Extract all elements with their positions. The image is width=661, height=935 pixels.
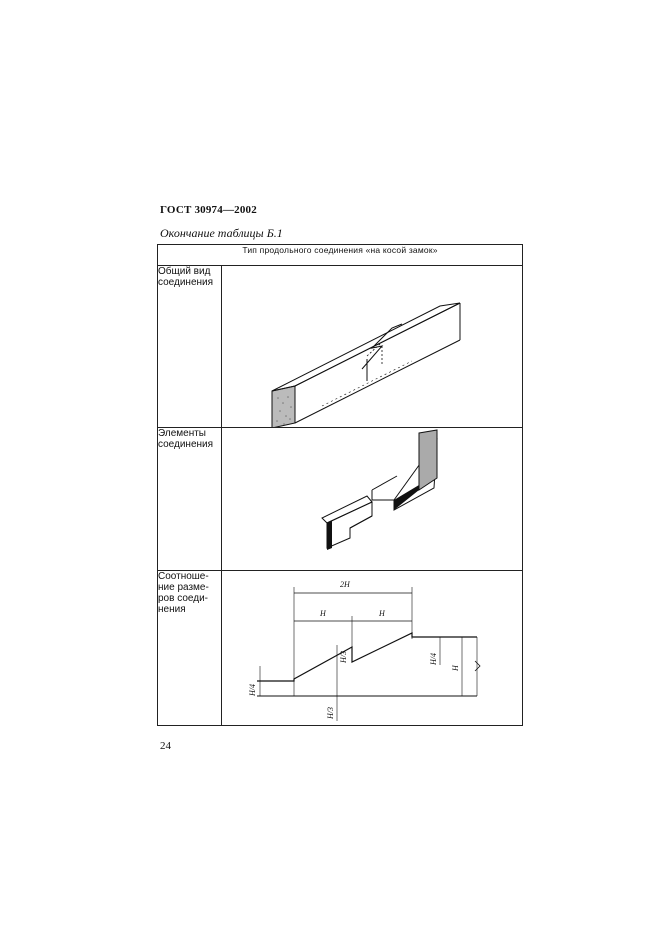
dim-side-left: H/4 (248, 684, 257, 696)
table-row (158, 428, 523, 571)
row-label-joint-elements: Элементы соединения (158, 428, 222, 571)
figure-cell (222, 428, 523, 571)
dim-part-left: H (320, 609, 326, 618)
dim-side-right: H/4 (429, 653, 438, 665)
dim-height: H (451, 665, 460, 671)
dim-part-right: H (379, 609, 385, 618)
beam-general-view-drawing (222, 266, 523, 427)
page-number: 24 (160, 740, 171, 752)
table-caption: Окончание таблицы Б.1 (160, 226, 283, 240)
table-row (158, 266, 523, 428)
dim-step-top: H/3 (339, 651, 348, 663)
table-title: Тип продольного соединения «на косой замок» (158, 245, 523, 266)
dimension-scheme-drawing (222, 571, 523, 725)
row-label-size-ratio: Соотноше-ние разме-ров соеди-нения (158, 571, 222, 726)
joint-table (157, 244, 523, 726)
figure-cell (222, 266, 523, 428)
figure-cell (222, 571, 523, 726)
row-label-general-view: Общий вид соединения (158, 266, 222, 428)
table-row (158, 571, 523, 726)
dim-step-bottom: H/3 (326, 707, 335, 719)
joint-elements-drawing (222, 428, 523, 570)
document-title: ГОСТ 30974—2002 (160, 204, 257, 216)
dim-total: 2H (340, 580, 350, 589)
